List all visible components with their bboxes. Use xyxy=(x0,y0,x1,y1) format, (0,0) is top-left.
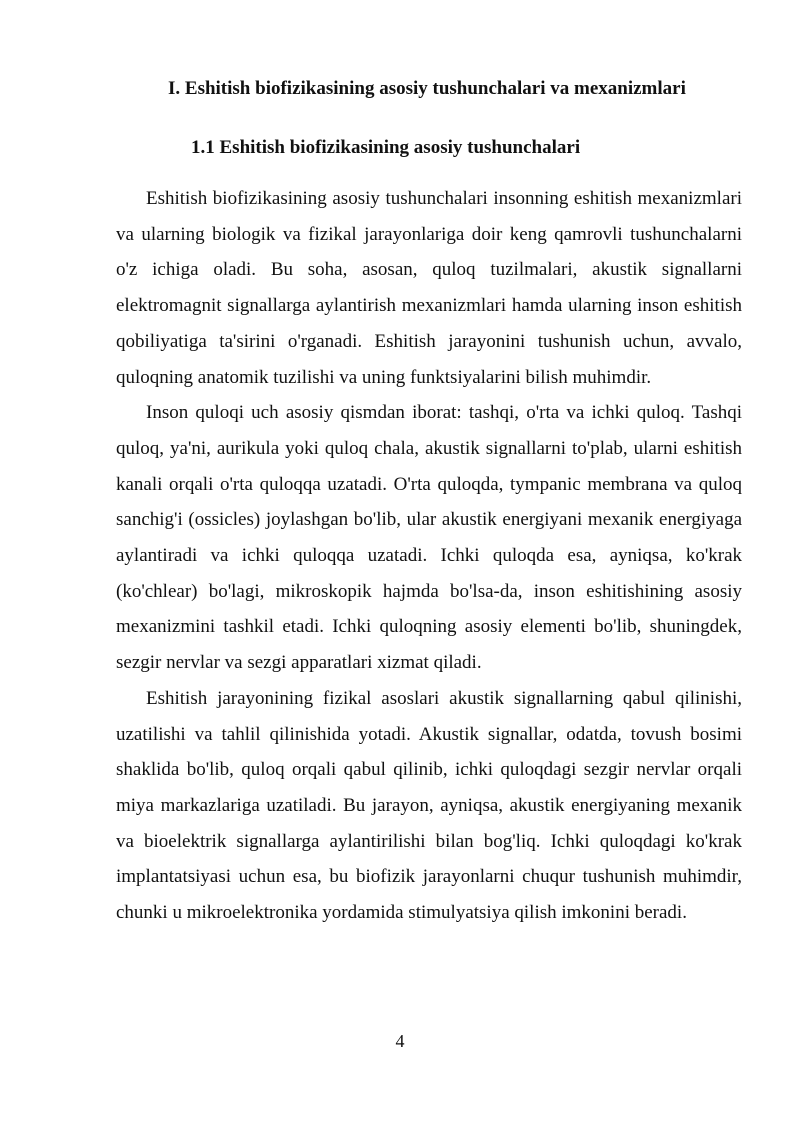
page-number: 4 xyxy=(395,1031,405,1051)
paragraph-2: Inson quloqi uch asosiy qismdan iborat: tashqi, o'rta va ichki quloq. Tashqi quloq, ya'ni, aurikula yoki quloq chala, akustik signallarni to'plab, ularni eshitish kanali orqali o'rta quloqqa uzatadi. O'rta quloqda, tympanic membrana va quloq sanchig'i (ossicles) joylashgan bo'lib, ular akustik energiyani mexanik energiyaga aylantiradi va ichki quloqqa uzatadi. Ichki quloqda esa, ayniqsa, ko'krak (ko'chlear) bo'lagi, mikroskopik hajmda bo'lsa-da, inson eshitishining asosiy mexanizmini tashkil etadi. Ichki quloqning asosiy elementi bo'lib, shuningdek, sezgir nervlar va sezgi apparatlari xizmat qiladi. xyxy=(116,402,742,674)
body-text xyxy=(116,181,742,931)
chapter-title: I. Eshitish biofizikasining asosiy tushunchalari va mexanizmlari xyxy=(168,78,686,99)
paragraph-3: Eshitish jarayonining fizikal asoslari akustik signallarning qabul qilinishi, uzatilishi va tahlil qilinishida yotadi. Akustik signallar, odatda, tovush bosimi shaklida bo'lib, quloq orqali qabul qilinib, ichki quloqdagi sezgir nervlar orqali miya markazlariga uzatiladi. Bu jarayon, ayniqsa, akustik energiyaning mexanik va bioelektrik signallarga aylantirilishi bilan bog'liq. Ichki quloqdagi ko'krak implantatsiyasi uchun esa, bu biofizik jarayonlarni chuqur tushunish muhimdir, chunki u mikroelektronika yordamida stimulyatsiya qilish imkonini beradi. xyxy=(116,687,742,924)
paragraph-1: Eshitish biofizikasining asosiy tushunchalari insonning eshitish mexanizmlari va ularning biologik va fizikal jarayonlariga doir keng qamrovli tushunchalarni o'z ichiga oladi. Bu soha, asosan, quloq tuzilmalari, akustik signallarni elektromagnit signallarga aylantirish mexanizmlari hamda ularning inson eshitish qobiliyatiga ta'sirini o'rganadi. Eshitish jarayonini tushunish uchun, avvalo, quloqning anatomik tuzilishi va uning funktsiyalarini bilish muhimdir. xyxy=(116,188,742,388)
section-title: 1.1 Eshitish biofizikasining asosiy tushunchalari xyxy=(191,137,581,158)
